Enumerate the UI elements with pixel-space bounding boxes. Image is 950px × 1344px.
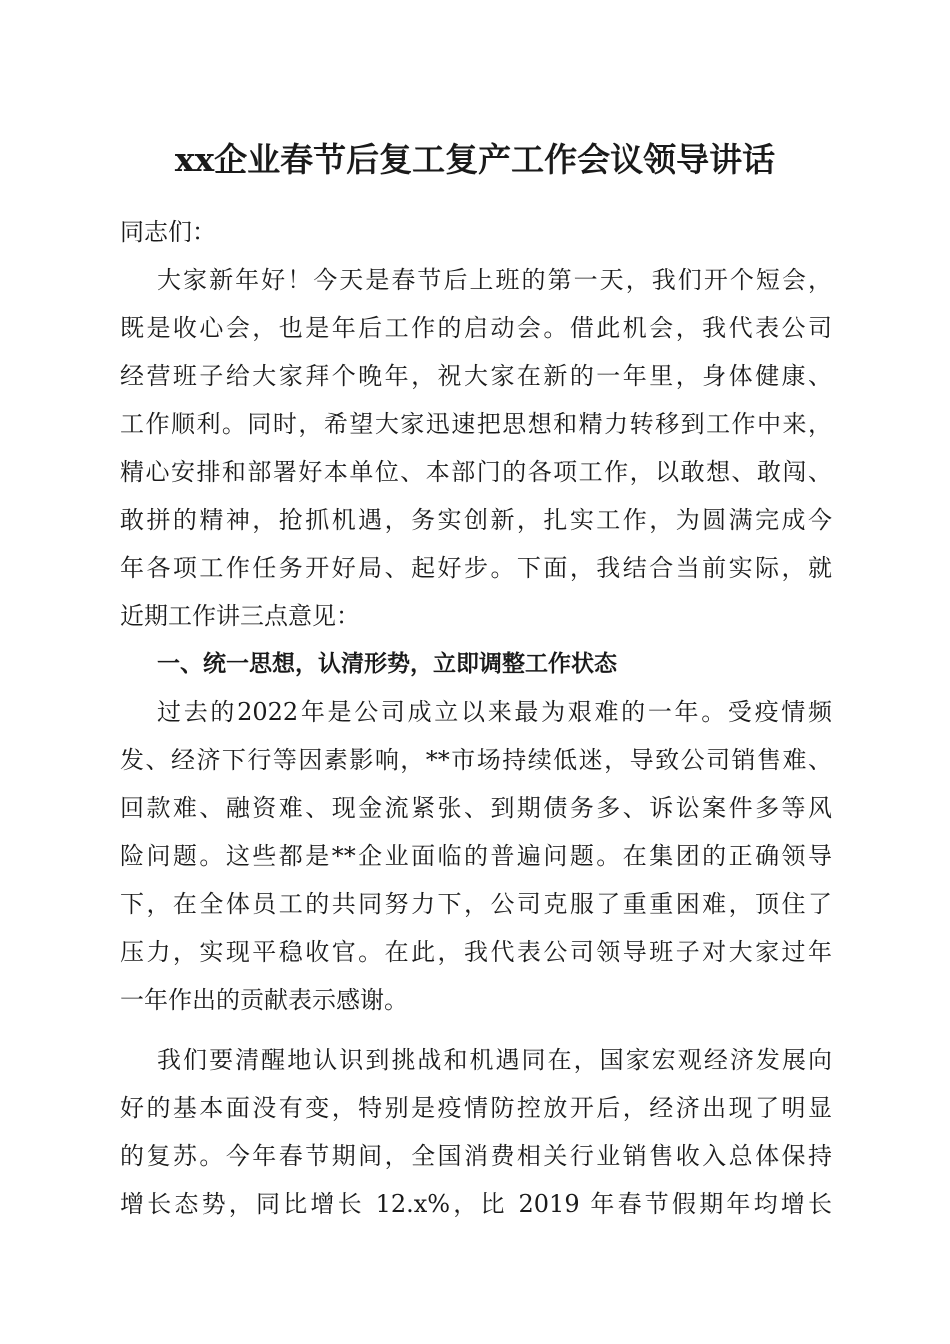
paragraph-line: 回款难、融资难、现金流紧张、到期债务多、诉讼案件多等风 <box>120 794 832 822</box>
paragraph-outlook <box>120 1036 832 1228</box>
paragraph-line: 增长态势，同比增长 12.x%，比 2019 年春节假期年均增长 <box>120 1190 832 1218</box>
paragraph-line: 的复苏。今年春节期间，全国消费相关行业销售收入总体保持 <box>120 1142 832 1170</box>
paragraph-review <box>120 688 832 1024</box>
paragraph-line: 下，在全体员工的共同努力下，公司克服了重重困难，顶住了 <box>120 890 832 918</box>
paragraph-line: 好的基本面没有变，特别是疫情防控放开后，经济出现了明显 <box>120 1094 832 1122</box>
section-heading: 一、统一思想，认清形势，立即调整工作状态 <box>157 651 617 677</box>
document-body <box>120 208 832 1228</box>
paragraph-line: 经营班子给大家拜个晚年，祝大家在新的一年里，身体健康、 <box>120 362 832 390</box>
paragraph-gap <box>120 1024 832 1036</box>
paragraph-line: 一年作出的贡献表示感谢。 <box>120 986 408 1014</box>
paragraph-line: 压力，实现平稳收官。在此，我代表公司领导班子对大家过年 <box>120 938 832 966</box>
paragraph-line: 精心安排和部署好本单位、本部门的各项工作，以敢想、敢闯、 <box>120 458 832 486</box>
paragraph-intro <box>120 256 832 640</box>
paragraph-line: 敢拼的精神，抢抓机遇，务实创新，扎实工作，为圆满完成今 <box>120 506 832 534</box>
paragraph-line: 年各项工作任务开好局、起好步。下面，我结合当前实际，就 <box>120 554 832 582</box>
paragraph-line: 险问题。这些都是**企业面临的普遍问题。在集团的正确领导 <box>120 842 832 870</box>
salutation: 同志们： <box>120 218 216 246</box>
paragraph-line: 我们要清醒地认识到挑战和机遇同在，国家宏观经济发展向 <box>157 1046 832 1074</box>
paragraph-line: 发、经济下行等因素影响，**市场持续低迷，导致公司销售难、 <box>120 746 832 774</box>
paragraph-line: 大家新年好！今天是春节后上班的第一天，我们开个短会， <box>157 266 832 294</box>
paragraph-line: 既是收心会，也是年后工作的启动会。借此机会，我代表公司 <box>120 314 832 342</box>
paragraph-line: 近期工作讲三点意见： <box>120 602 360 630</box>
paragraph-line: 工作顺利。同时，希望大家迅速把思想和精力转移到工作中来， <box>120 410 832 438</box>
document-title: xx企业春节后复工复产工作会议领导讲话 <box>174 140 776 179</box>
paragraph-line: 过去的2022年是公司成立以来最为艰难的一年。受疫情频 <box>157 698 832 726</box>
